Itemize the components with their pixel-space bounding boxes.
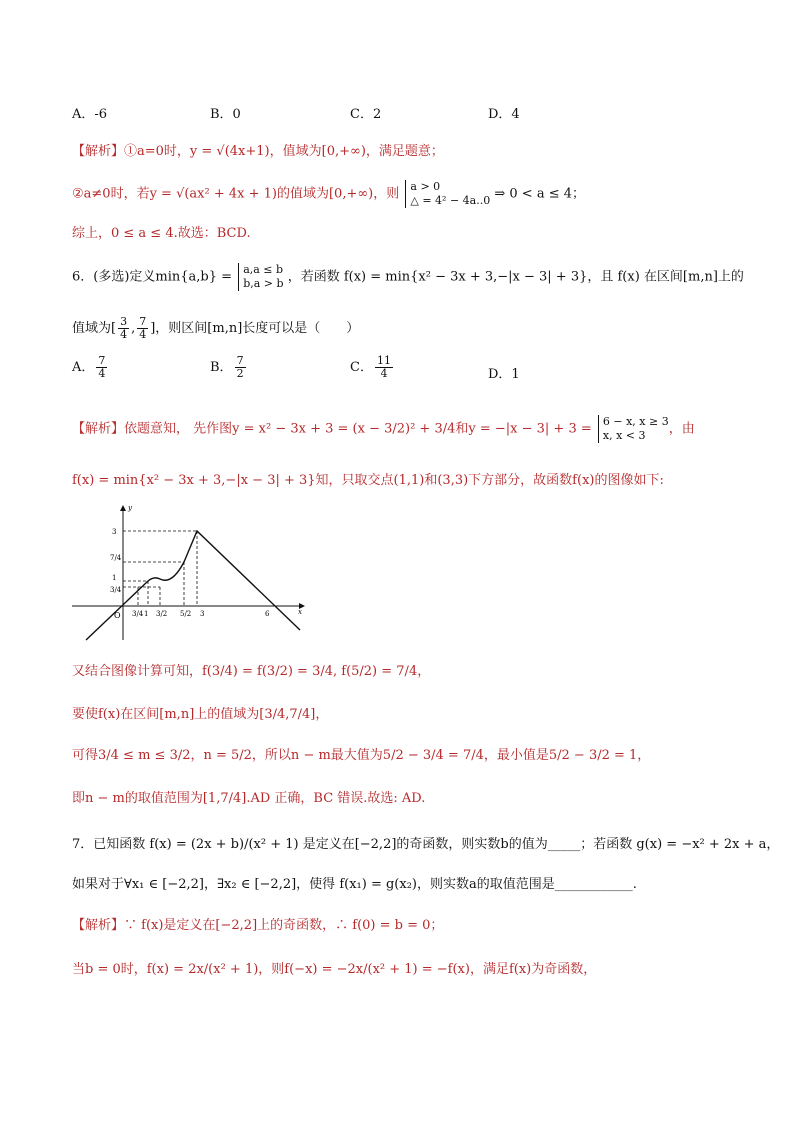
q6-option-a: [72, 355, 109, 380]
q6-range-close: ]，则区间[m,n]长度可以是（ ）: [150, 321, 360, 336]
xtick-3: 3: [200, 610, 205, 618]
den: 2: [236, 367, 244, 380]
q5-system-row2: △ = 4² − 4a..0: [410, 194, 491, 207]
solution-tag: 【解析】: [72, 918, 125, 933]
q6-frac-7-4: [137, 316, 148, 341]
q5-solution-line1: [72, 140, 754, 159]
den: 4: [98, 367, 106, 380]
q6-question-line2: 值域为[ $\frac{3}{4}$ , $\frac{7}{4}$ ]，则区间[m,n]长度可以是（ ）: [72, 315, 360, 341]
q6-solution-line1: [72, 415, 754, 443]
q7-solution-line1: [72, 914, 754, 933]
origin-label: O: [114, 611, 121, 620]
solution-tag: 【解析】: [72, 421, 125, 437]
q6-frac-3-4: [118, 316, 129, 341]
q7-solution-text1: ∵ f(x)是定义在[−2,2]上的奇函数，∴ f(0) = b = 0；: [124, 918, 444, 933]
q5-system-row1: a > 0: [410, 180, 441, 193]
label: C．: [350, 360, 373, 375]
q7-solution-line2: 当b = 0时，f(x) = 2x/(x² + 1)，则f(−x) = −2x/(x² + 1) = −f(x)，满足f(x)为奇函数，: [72, 962, 597, 977]
q6-range-open: 值域为[: [72, 321, 117, 336]
q5-solution-text2: ②a≠0时，若y = √(ax² + 4x + 1)的值域为[0,+∞)，则: [72, 186, 400, 202]
q6-brace-row1: a,a ≤ b: [243, 263, 284, 276]
q5-solution-line3: 综上，0 ≤ a ≤ 4.故选：BCD.: [72, 226, 251, 241]
y-axis-label: y: [128, 504, 132, 512]
den: 4: [120, 328, 128, 341]
q5-option-c: C．2: [350, 107, 382, 122]
xtick-5-2: 5/2: [180, 610, 192, 618]
q6-solution-text1: 依题意知， 先作图y = x² − 3x + 3 = (x − 3/2)² + 3/4和y = −|x − 3| + 3 =: [124, 421, 592, 437]
num: 3: [120, 315, 128, 328]
solution-tag: 【解析】: [72, 144, 125, 159]
xtick-1: 1: [144, 610, 149, 618]
q5-option-b: B．0: [210, 107, 241, 122]
q6-option-c: [350, 355, 395, 380]
q7-question-line2: 如果对于∀x₁ ∈ [−2,2]，∃x₂ ∈ [−2,2]，使得 f(x₁) = g(x₂)，则实数a的取值范围是____________.: [72, 877, 637, 892]
q6-min-brace: [238, 263, 283, 291]
q6-abs-row1: 6 − x, x ≥ 3: [602, 415, 669, 428]
q6-option-b: [210, 355, 248, 380]
q6-text2: ，若函数 f(x) = min{x² − 3x + 3,−|x − 3| + 3}，且 f(x) 在区间[m,n]上的: [287, 269, 744, 285]
den: 4: [380, 367, 388, 380]
q5-system-result: ⇒ 0 < a ≤ 4；: [494, 186, 586, 202]
q6-solution-line3: 又结合图像计算可知，f(3/4) = f(3/2) = 3/4, f(5/2) = 7/4，: [72, 664, 431, 679]
q5-option-a: A．-6: [72, 107, 108, 122]
num: 7: [139, 315, 147, 328]
ytick-3: 3: [112, 528, 117, 536]
q6-brace-row2: b,a > b: [243, 277, 284, 290]
q5-solution-line2: [72, 180, 754, 208]
q5-solution-text1: ①a=0时，y = √(4x+1)，值域为[0,+∞)，满足题意；: [124, 144, 444, 159]
xtick-3-4: 3/4: [132, 610, 144, 618]
q6-solution-line6: 即n − m的取值范围为[1,7/4].AD 正确，BC 错误.故选: AD.: [72, 791, 426, 806]
x-axis-label: x: [298, 608, 302, 616]
q6-solution-line5: 可得3/4 ≤ m ≤ 3/2，n = 5/2，所以n − m最大值为5/2 − 3/4 = 7/4，最小值是5/2 − 3/2 = 1，: [72, 748, 651, 763]
q6-abs-row2: x, x < 3: [602, 429, 646, 442]
xtick-6: 6: [265, 610, 270, 618]
q6-solution-line4: 要使f(x)在区间[m,n]上的值域为[3/4,7/4]，: [72, 707, 329, 722]
den: 4: [139, 328, 147, 341]
ytick-1: 1: [112, 574, 117, 582]
num: 7: [98, 354, 106, 367]
q6-solution-line2: f(x) = min{x² − 3x + 3,−|x − 3| + 3}知，只取交点(1,1)和(3,3)下方部分，故函数f(x)的图像如下:: [72, 473, 664, 488]
q6-option-d: D．1: [488, 367, 520, 382]
q6-abs-brace: [598, 415, 669, 443]
label: B．: [210, 360, 233, 375]
q5-option-d: D．4: [488, 107, 520, 122]
q5-system-brace: [405, 180, 490, 208]
q6-text1: 6．(多选)定义min{a,b} =: [72, 269, 233, 285]
num: 11: [376, 354, 391, 367]
ytick-7-4: 7/4: [110, 554, 122, 562]
q6-question-line1: [72, 263, 754, 291]
xtick-3-2: 3/2: [156, 610, 168, 618]
function-graph: [72, 500, 312, 645]
label: A．: [72, 360, 95, 375]
q6-solution-text1b: ，由: [668, 421, 695, 437]
ytick-3-4: 3/4: [110, 586, 122, 594]
num: 7: [236, 354, 244, 367]
q7-question-line1: 7．已知函数 f(x) = (2x + b)/(x² + 1) 是定义在[−2,2]的奇函数，则实数b的值为_____；若函数 g(x) = −x² + 2x + a，: [72, 837, 780, 852]
